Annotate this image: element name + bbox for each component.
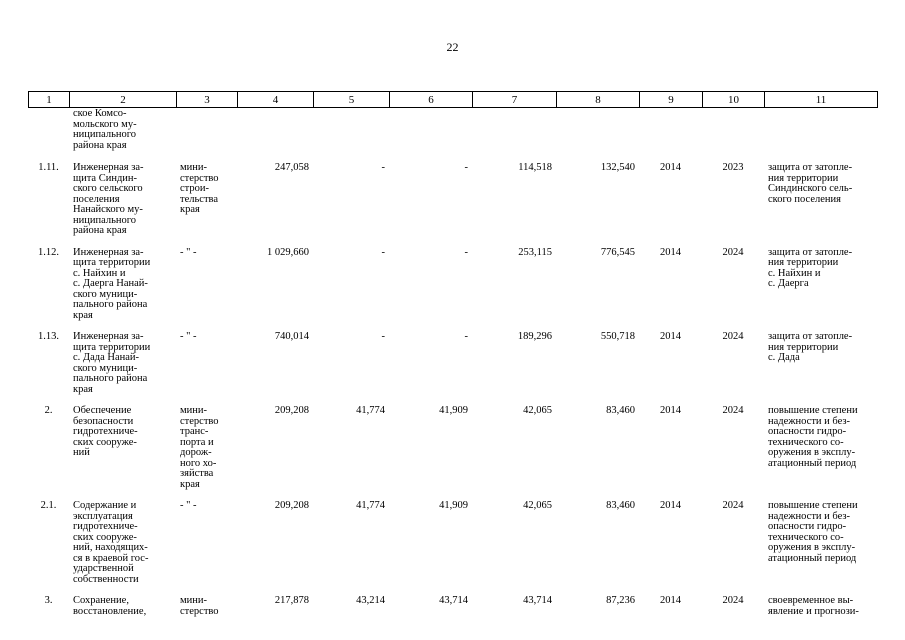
column-header-4: 4: [238, 92, 314, 108]
row-number: 3.: [44, 595, 53, 606]
start-year: 2014: [660, 595, 681, 606]
program-name: Сохранение, восстановление,: [73, 595, 147, 617]
start-year: 2014: [660, 500, 681, 511]
expected-result: своевременное вы- явление и прогнози-: [768, 595, 859, 617]
row-number: 1.13.: [38, 331, 59, 342]
table-row: [28, 403, 877, 498]
funding-col6: -: [464, 331, 468, 342]
end-year: 2024: [722, 331, 744, 342]
executor: мини- стерство: [180, 595, 219, 617]
column-header-11: 11: [765, 92, 878, 108]
total-funding: 740,014: [274, 331, 309, 342]
funding-col6: 43,714: [439, 595, 468, 606]
funding-col7: 43,714: [523, 595, 552, 606]
funding-col5: -: [381, 331, 385, 342]
program-name: Инженерная за- щита территории с. Дада Нанай- ского муници- пального района края: [73, 331, 151, 395]
end-year: 2024: [722, 405, 744, 416]
column-header-1: 1: [29, 92, 70, 108]
executor: мини- стерство строи- тельства края: [180, 162, 219, 215]
start-year: 2014: [660, 246, 681, 258]
program-name: Обеспечение безопасности гидротехниче- ских сооруже- ний: [73, 405, 138, 458]
funding-col8: 776,545: [600, 246, 635, 258]
funding-col7: 42,065: [523, 405, 552, 416]
table-body: [28, 108, 877, 640]
column-header-6: 6: [390, 92, 473, 108]
table-row: [28, 593, 877, 625]
funding-col7: 42,065: [523, 500, 552, 511]
table-row: [28, 329, 877, 403]
funding-col8: 83,460: [606, 405, 635, 416]
table-row: [28, 245, 877, 330]
total-funding: 247,058: [274, 162, 309, 173]
funding-col5: -: [381, 162, 385, 173]
expected-result: повышение степени надежности и без- опасности гидро- технического со- оружения в эксплу- атационный период: [768, 500, 858, 564]
row-number: 1.12.: [38, 246, 59, 258]
column-header-3: 3: [177, 92, 238, 108]
end-year: 2024: [722, 246, 744, 258]
total-funding: 217,878: [274, 595, 309, 606]
executor: - " -: [180, 500, 197, 511]
page-number: 22: [446, 40, 459, 54]
program-name: Инженерная за- щита территории с. Найхин и с. Даерга Нанай- ского муници- пального района края: [73, 246, 151, 321]
start-year: 2014: [660, 405, 681, 416]
program-name: Содержание и эксплуатация гидротехниче- ских сооруже- ний, находящих- ся в краевой гос- ударственной собственности: [73, 500, 149, 585]
funding-col8: 550,718: [600, 331, 635, 342]
funding-col6: 41,909: [439, 500, 468, 511]
row-number: 2.: [44, 405, 53, 416]
funding-col5: 43,214: [356, 595, 385, 606]
start-year: 2014: [660, 162, 681, 173]
funding-col7: 189,296: [517, 331, 552, 342]
funding-col7: 253,115: [518, 246, 552, 258]
row-number: 2.1.: [40, 500, 57, 511]
end-year: 2024: [722, 500, 744, 511]
total-funding: 1 029,660: [267, 246, 309, 258]
column-header-2: 2: [70, 92, 177, 108]
executor: - " -: [180, 246, 197, 258]
funding-col6: -: [464, 246, 468, 258]
table-header: [28, 91, 878, 108]
funding-col8: 87,236: [606, 595, 635, 606]
expected-result: защита от затопле- ния территории с. Дада: [768, 331, 853, 363]
funding-col8: 83,460: [606, 500, 635, 511]
funding-col5: 41,774: [356, 405, 385, 416]
executor: - " -: [180, 331, 197, 342]
funding-col7: 114,518: [518, 162, 552, 173]
table-row: [28, 498, 877, 593]
column-header-5: 5: [314, 92, 390, 108]
funding-col5: 41,774: [356, 500, 385, 511]
total-funding: 209,208: [274, 500, 309, 511]
table-row-continuation: [28, 108, 877, 160]
expected-result: повышение степени надежности и без- опасности гидро- технического со- оружения в эксплу- атационный период: [768, 405, 858, 469]
column-header-8: 8: [557, 92, 640, 108]
funding-col5: -: [381, 246, 385, 258]
program-name: Инженерная за- щита Синдин- ского сельского поселения Нанайского му- ниципального района края: [73, 162, 144, 236]
row-number: 1.11.: [38, 162, 59, 173]
column-header-9: 9: [640, 92, 703, 108]
program-name-continued: ское Комсо- мольского му- ниципального района края: [73, 108, 137, 151]
column-header-7: 7: [473, 92, 557, 108]
funding-col6: 41,909: [439, 405, 468, 416]
start-year: 2014: [660, 331, 681, 342]
end-year: 2023: [722, 162, 744, 173]
total-funding: 209,208: [274, 405, 309, 416]
column-header-10: 10: [703, 92, 765, 108]
expected-result: защита от затопле- ния территории Синдинского сель- ского поселения: [768, 162, 853, 205]
executor: мини- стерство транс- порта и дорож- ного хо- зяйства края: [180, 405, 219, 490]
table-row: [28, 160, 877, 245]
funding-col8: 132,540: [600, 162, 635, 173]
end-year: 2024: [722, 595, 744, 606]
expected-result: защита от затопле- ния территории с. Найхин и с. Даерга: [768, 246, 853, 289]
funding-col6: -: [464, 162, 468, 173]
